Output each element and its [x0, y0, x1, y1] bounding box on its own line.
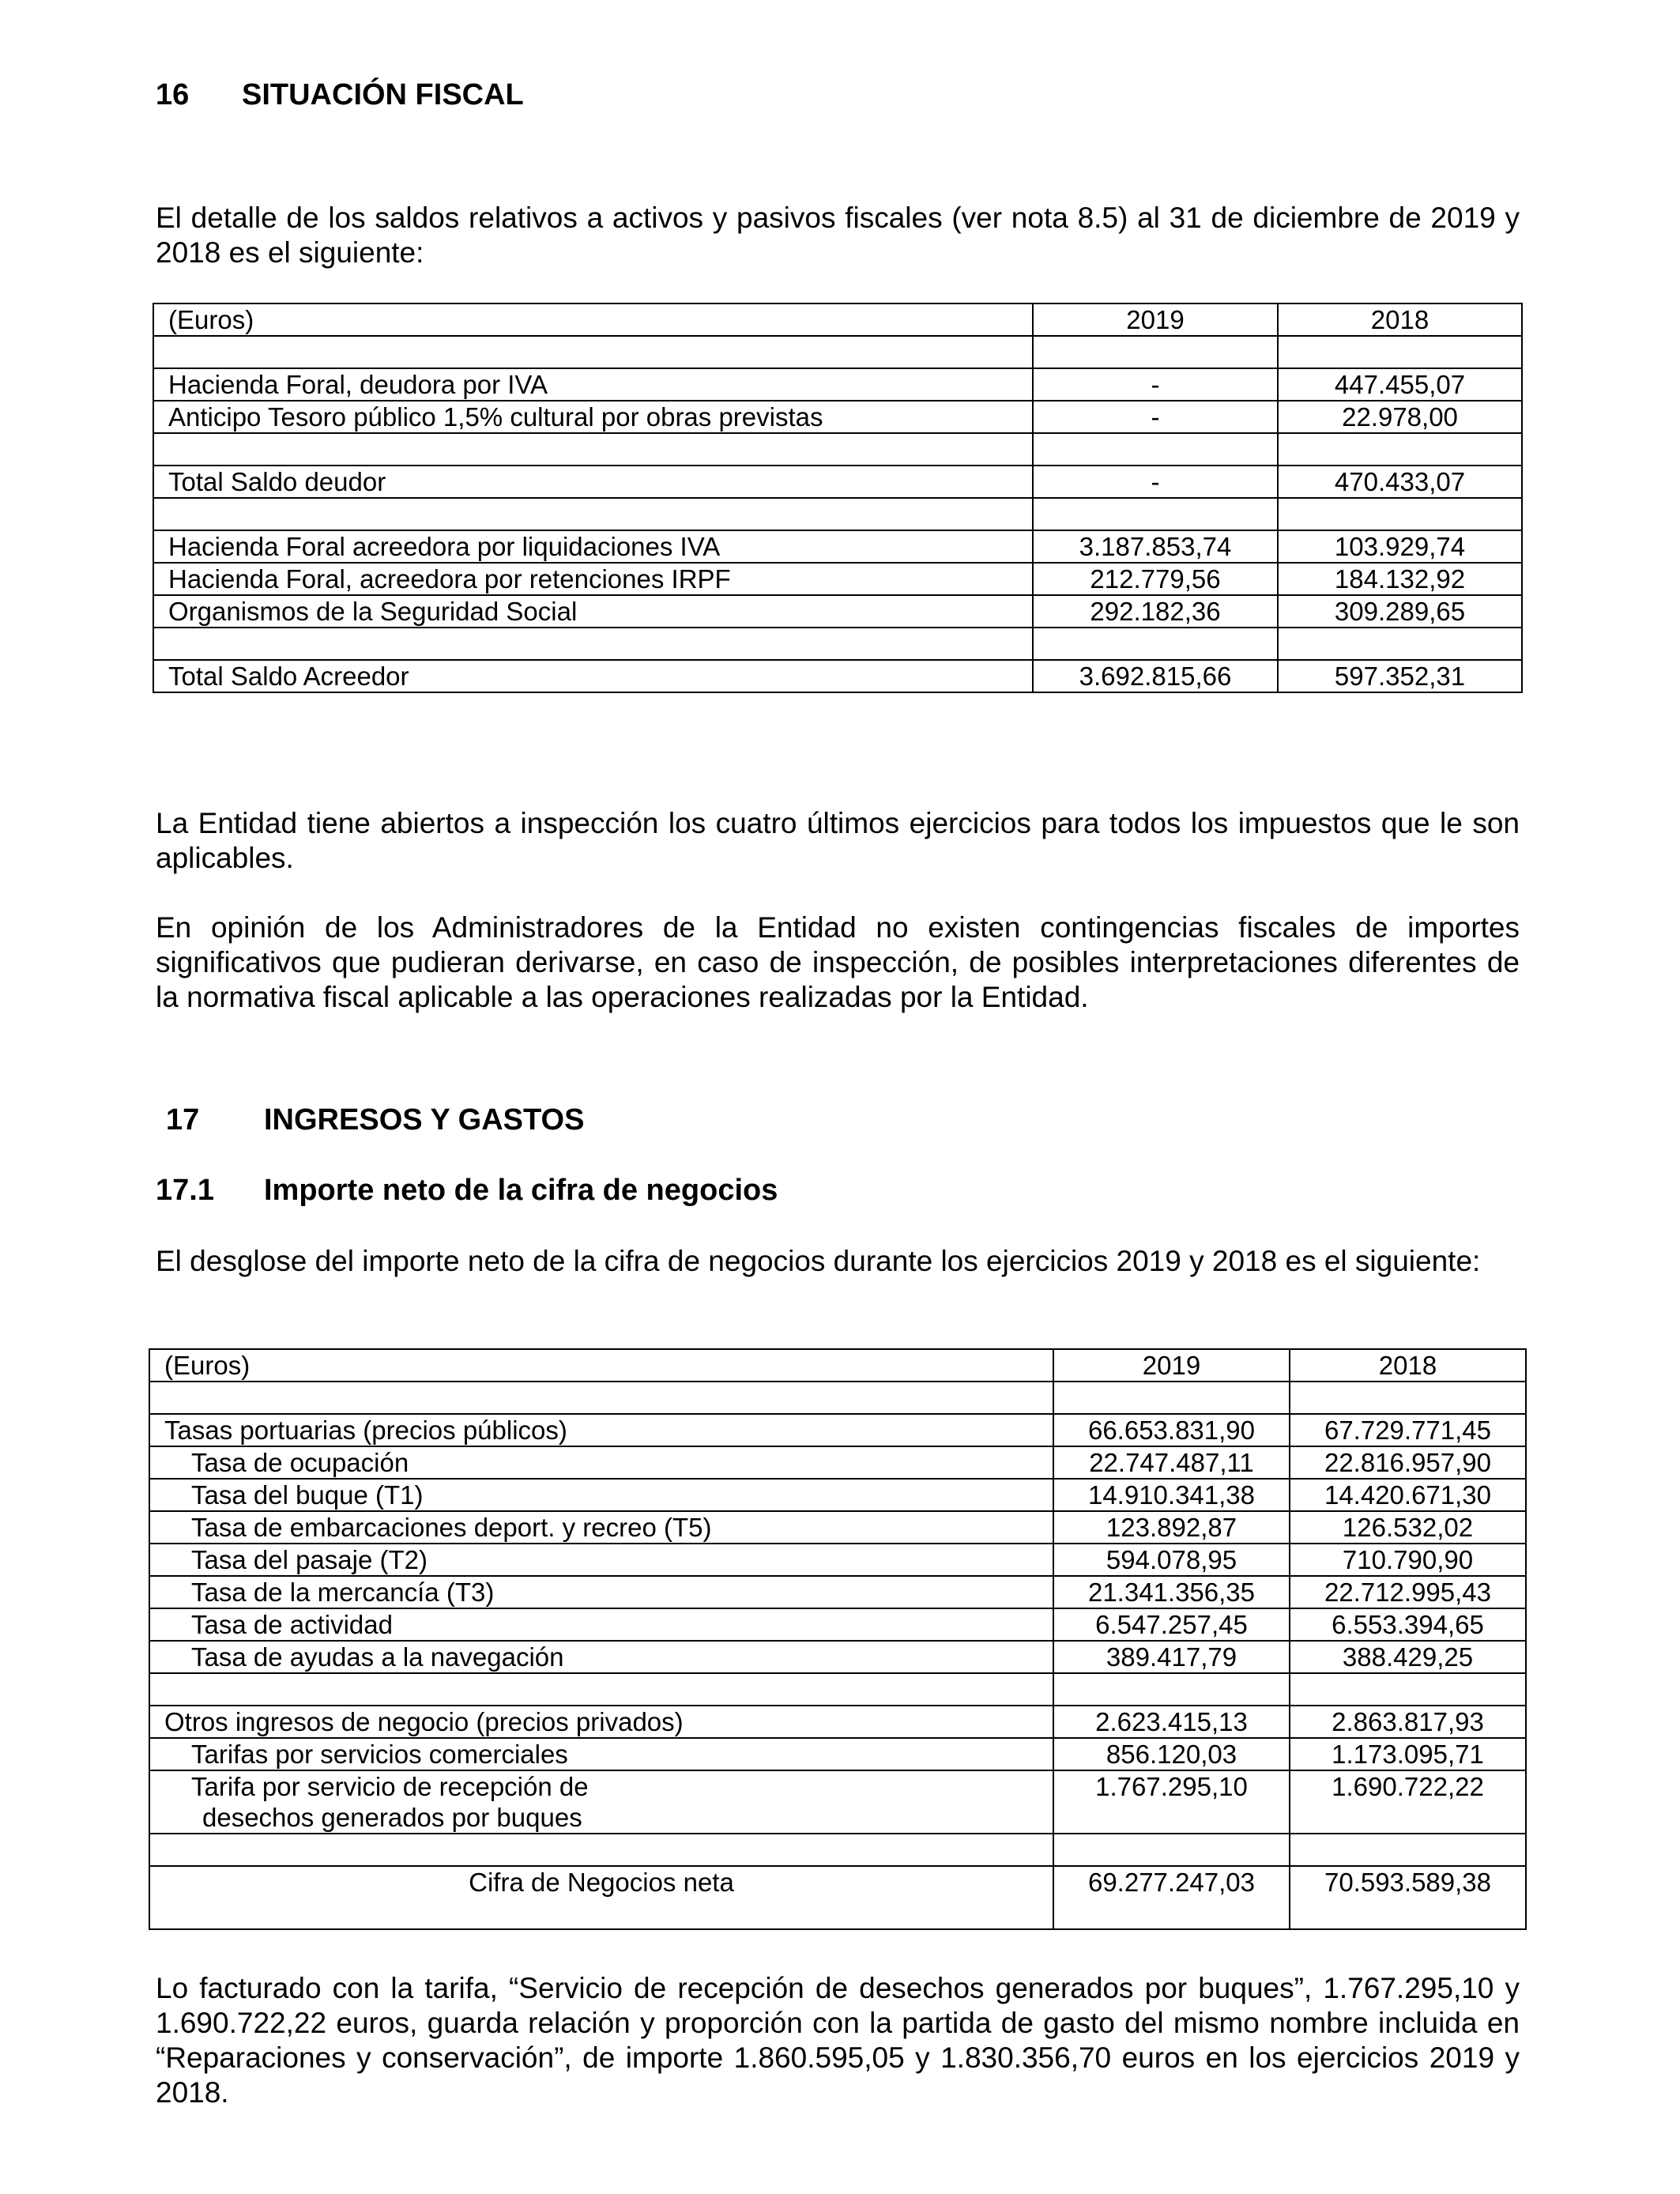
table-cell: 3.187.853,74 [1033, 530, 1278, 563]
table-cell [149, 1673, 1053, 1706]
table-cell: 1.173.095,71 [1290, 1738, 1526, 1770]
table-header-row [153, 303, 1522, 336]
table-cell: 66.653.831,90 [1053, 1414, 1290, 1446]
table-header-cell: (Euros) [149, 1349, 1053, 1382]
table-cell: 710.790,90 [1290, 1544, 1526, 1576]
table-cell: Tasa del pasaje (T2) [149, 1544, 1053, 1576]
table-cell: 2.623.415,13 [1053, 1706, 1290, 1738]
table-row [149, 1511, 1526, 1544]
table-cell: 6.547.257,45 [1053, 1608, 1290, 1641]
table-cell: Hacienda Foral, deudora por IVA [153, 368, 1033, 401]
table-row [149, 1834, 1526, 1866]
table-row [149, 1673, 1526, 1706]
table-cell: - [1033, 401, 1278, 433]
table-total-cell: 70.593.589,38 [1290, 1866, 1526, 1929]
table-cell: Tasa de ocupación [149, 1446, 1053, 1479]
table-row [153, 563, 1522, 595]
table-header-cell: 2018 [1290, 1349, 1526, 1382]
table-cell: Tasas portuarias (precios públicos) [149, 1414, 1053, 1446]
table-cell [1033, 433, 1278, 466]
table-cell [1033, 498, 1278, 530]
table-cell: 14.420.671,30 [1290, 1479, 1526, 1511]
table-cell [153, 628, 1033, 660]
table-row [153, 433, 1522, 466]
table-row [153, 595, 1522, 628]
table-cell: Tasa de ayudas a la navegación [149, 1641, 1053, 1673]
table-row [153, 368, 1522, 401]
table-cell [1033, 336, 1278, 368]
table-cell: 14.910.341,38 [1053, 1479, 1290, 1511]
table-cell: Otros ingresos de negocio (precios privados) [149, 1706, 1053, 1738]
table-cell: 1.690.722,22 [1290, 1770, 1526, 1834]
table-cell: 1.767.295,10 [1053, 1770, 1290, 1834]
table-cell [1278, 498, 1522, 530]
table-row [149, 1576, 1526, 1608]
table-cell: Anticipo Tesoro público 1,5% cultural por obras previstas [153, 401, 1033, 433]
table-cell [153, 498, 1033, 530]
table-cell [1278, 433, 1522, 466]
table-header-cell: (Euros) [153, 303, 1033, 336]
section-17-title: INGRESOS Y GASTOS [264, 1103, 585, 1137]
table-row [153, 401, 1522, 433]
table-cell: Tasa de la mercancía (T3) [149, 1576, 1053, 1608]
table-cell: Total Saldo Acreedor [153, 660, 1033, 692]
table-cell [153, 336, 1033, 368]
table-cell [1290, 1673, 1526, 1706]
section-17-intro: El desglose del importe neto de la cifra de negocios durante los ejercicios 2019 y 2018 es el siguiente: [156, 1245, 1481, 1277]
table-cell: 388.429,25 [1290, 1641, 1526, 1673]
section-16-intro: El detalle de los saldos relativos a activos y pasivos fiscales (ver nota 8.5) al 31 de diciembre de 2019 y 2018 es el siguiente: [156, 202, 1520, 269]
table-cell [1053, 1834, 1290, 1866]
table-cell: - [1033, 368, 1278, 401]
table-cell [1278, 336, 1522, 368]
table-cell [1053, 1673, 1290, 1706]
table-row [149, 1544, 1526, 1576]
table-cell: 212.779,56 [1033, 563, 1278, 595]
table-row [149, 1414, 1526, 1446]
table-header-cell: 2019 [1053, 1349, 1290, 1382]
table-row [153, 660, 1522, 692]
subsection-17-1-title: Importe neto de la cifra de negocios [264, 1174, 778, 1207]
table-cell: 184.132,92 [1278, 563, 1522, 595]
table-cell: 309.289,65 [1278, 595, 1522, 628]
table-cell: 292.182,36 [1033, 595, 1278, 628]
table-cell: Hacienda Foral, acreedora por retenciones IRPF [153, 563, 1033, 595]
revenue-breakdown-table [149, 1348, 1527, 1930]
subsection-17-1-number: 17.1 [156, 1174, 214, 1207]
table-cell: - [1033, 466, 1278, 498]
table-cell: 594.078,95 [1053, 1544, 1290, 1576]
table-row [153, 530, 1522, 563]
section-16-paragraph-2: En opinión de los Administradores de la Entidad no existen contingencias fiscales de importes significativos que pudieran derivarse, en caso de inspección, de posibles interpretaciones diferentes de la normativa fiscal aplicable a las operaciones realizadas por la Entidad. [156, 911, 1520, 1013]
table-total-label: Cifra de Negocios neta [149, 1866, 1053, 1929]
table-cell [153, 433, 1033, 466]
row-label-line-1: Tarifa por servicio de recepción de [191, 1772, 589, 1801]
table-cell [1290, 1834, 1526, 1866]
table-row [149, 1608, 1526, 1641]
row-label-line-2: desechos generados por buques [202, 1803, 582, 1832]
table-cell: 22.747.487,11 [1053, 1446, 1290, 1479]
section-16-title: SITUACIÓN FISCAL [242, 78, 524, 111]
table-cell: 123.892,87 [1053, 1511, 1290, 1544]
table-cell: Tasa de actividad [149, 1608, 1053, 1641]
table-cell: 3.692.815,66 [1033, 660, 1278, 692]
fiscal-balances-table [153, 303, 1523, 693]
table-cell: 6.553.394,65 [1290, 1608, 1526, 1641]
table-total-cell: 69.277.247,03 [1053, 1866, 1290, 1929]
table-cell: Total Saldo deudor [153, 466, 1033, 498]
table-cell: 22.816.957,90 [1290, 1446, 1526, 1479]
table-cell [1278, 628, 1522, 660]
table-cell [149, 1770, 1053, 1834]
table-cell [149, 1834, 1053, 1866]
table-cell: 22.712.995,43 [1290, 1576, 1526, 1608]
table-row [149, 1738, 1526, 1770]
table-cell [149, 1382, 1053, 1414]
table-cell: 2.863.817,93 [1290, 1706, 1526, 1738]
table-row [153, 336, 1522, 368]
section-16-number: 16 [156, 78, 190, 111]
table-cell: Hacienda Foral acreedora por liquidaciones IVA [153, 530, 1033, 563]
table-row [149, 1446, 1526, 1479]
table-cell: 22.978,00 [1278, 401, 1522, 433]
table-row [149, 1641, 1526, 1673]
table-header-cell: 2018 [1278, 303, 1522, 336]
table-total-row [149, 1866, 1526, 1929]
table-row [149, 1382, 1526, 1414]
table-cell [1290, 1382, 1526, 1414]
section-17-number: 17 [166, 1103, 200, 1137]
table-cell: 126.532,02 [1290, 1511, 1526, 1544]
table-cell [1033, 628, 1278, 660]
table-row [149, 1706, 1526, 1738]
table-cell: 103.929,74 [1278, 530, 1522, 563]
table-row [153, 466, 1522, 498]
table-cell [1053, 1382, 1290, 1414]
table-row [153, 628, 1522, 660]
table-row [149, 1770, 1526, 1834]
table-header-row [149, 1349, 1526, 1382]
table-row [153, 498, 1522, 530]
table-cell: 597.352,31 [1278, 660, 1522, 692]
table-cell: 67.729.771,45 [1290, 1414, 1526, 1446]
table-cell: Tarifas por servicios comerciales [149, 1738, 1053, 1770]
section-17-closing: Lo facturado con la tarifa, “Servicio de recepción de desechos generados por buques”, 1.767.295,10 y 1.690.722,22 euros, guarda relación y proporción con la partida de gasto del mismo nombre incluida en “Reparaciones y conservación”, de importe 1.860.595,05 y 1.830.356,70 euros en los ejercicios 2019 y 2018. [156, 1972, 1520, 2109]
table-cell: 447.455,07 [1278, 368, 1522, 401]
table-header-cell: 2019 [1033, 303, 1278, 336]
table-cell: Tasa del buque (T1) [149, 1479, 1053, 1511]
section-16-paragraph-1: La Entidad tiene abiertos a inspección los cuatro últimos ejercicios para todos los impuestos que le son aplicables. [156, 807, 1520, 874]
table-cell: 389.417,79 [1053, 1641, 1290, 1673]
table-cell: 21.341.356,35 [1053, 1576, 1290, 1608]
table-cell: Tasa de embarcaciones deport. y recreo (T5) [149, 1511, 1053, 1544]
table-cell: 470.433,07 [1278, 466, 1522, 498]
table-cell: Organismos de la Seguridad Social [153, 595, 1033, 628]
table-row [149, 1479, 1526, 1511]
table-cell: 856.120,03 [1053, 1738, 1290, 1770]
